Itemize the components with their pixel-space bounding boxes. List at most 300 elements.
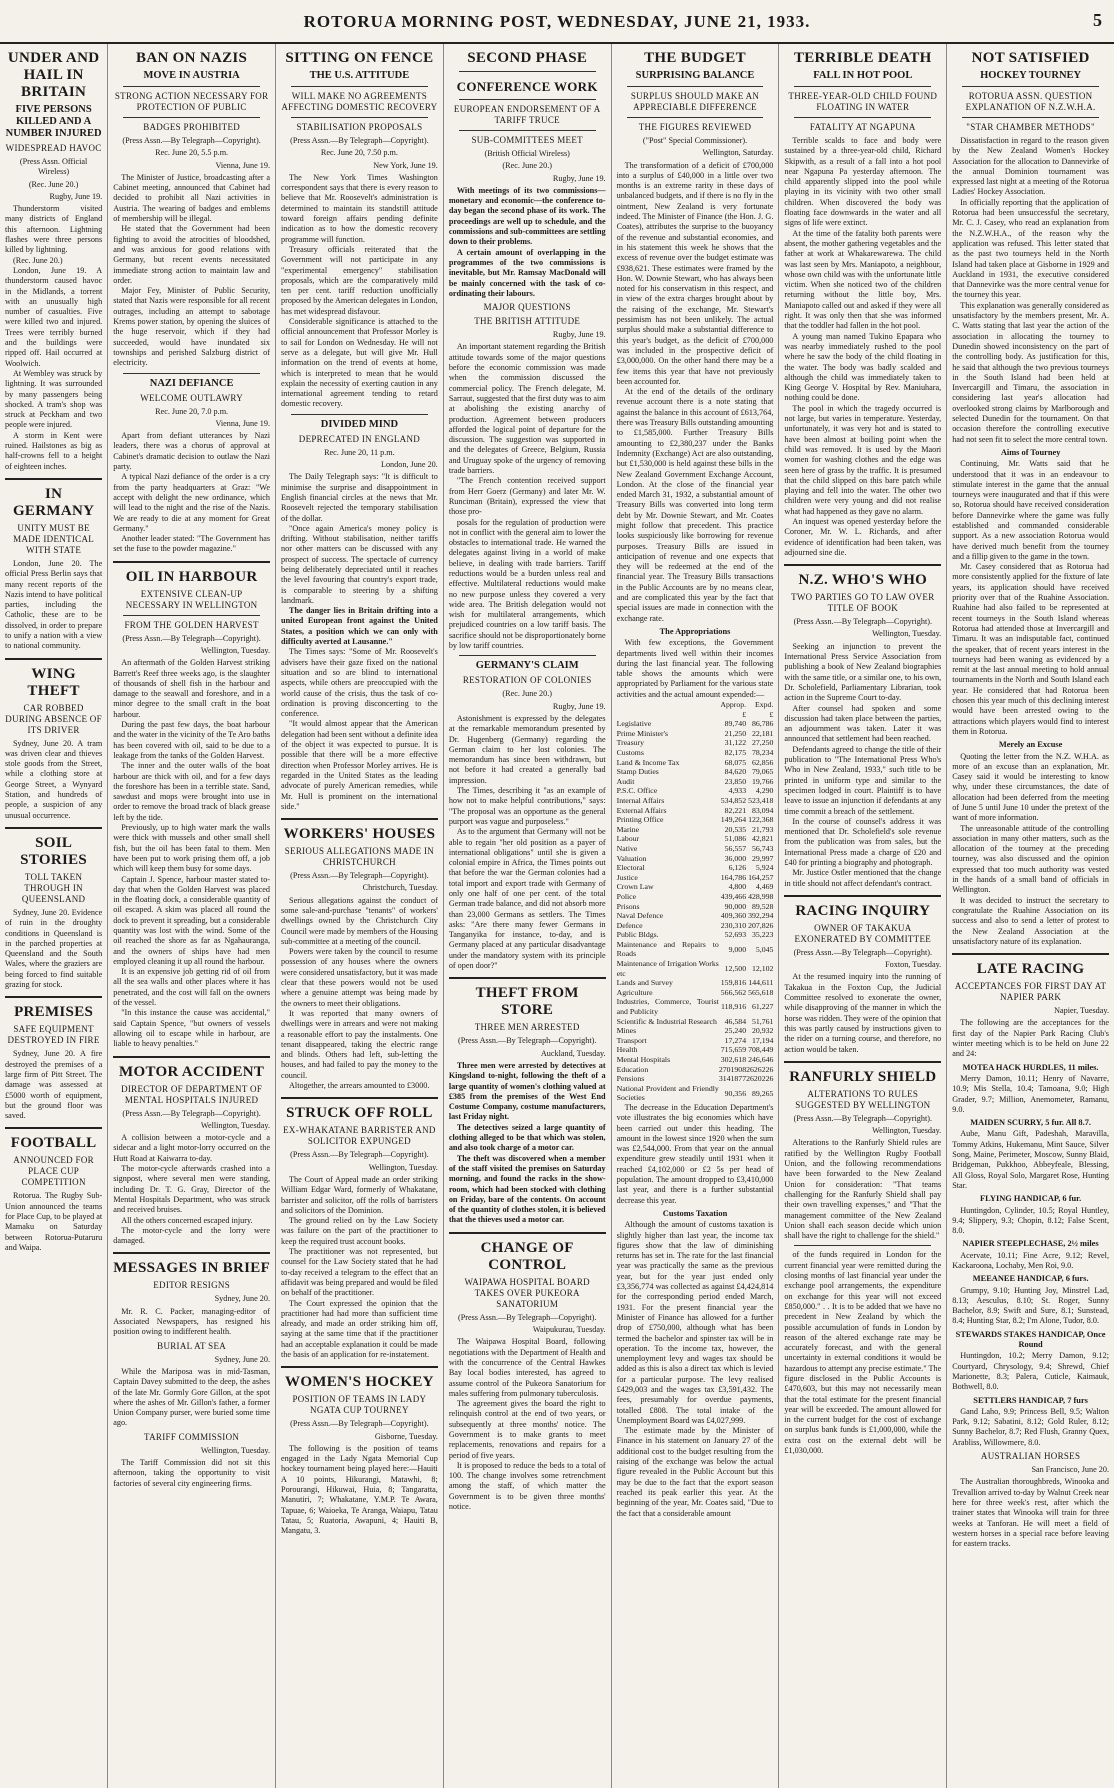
paragraph: Captain J. Spence, harbour master stated to-day that when the Golden Harvest was placed in the floating dock, a considerable quantity of oil escaped. A skim was placed all round the dock to prevent it spreading, but a considerable quantity was lost with the wind. Some of the oil reached the shore as far as Ngahauranga, and the owners of ships have had men employed cleaning it up all round the harbour. <box>113 874 271 966</box>
table-cell-item: Stamp Duties <box>616 767 659 777</box>
paragraph: An inquest was opened yesterday before the Coroner, Mr. W. L. Richards, and after evidence of identification had been taken, was adjourned sine die. <box>784 516 942 557</box>
headline: UNDER AND HAIL IN BRITAIN <box>7 50 100 100</box>
table-cell-item: Pensions <box>616 1074 645 1084</box>
table-cell-approp: 164,786 <box>720 872 747 882</box>
received-time: (Rec. June 20.) <box>502 689 552 699</box>
paragraph: Continuing, Mr. Watts said that he understood that it was in an endeavour to stimulate interest in the game that the annual tourneys were inaugurated and that if this were so, Rotorua should have received consideration before Dannevirke where the game was fully established and commanded considerable support. As a new association Rotorua would have derived much benefit from the tourney and a fillip given to the game in the town. <box>952 459 1109 561</box>
table-row <box>617 1065 774 1075</box>
headline: N.Z. WHO'S WHO <box>798 572 928 589</box>
table-cell-approp: 25,240 <box>724 1026 747 1036</box>
table-cell-item: Public Bldgs. <box>616 930 659 940</box>
table-header-expd: Expd. <box>754 700 774 710</box>
table-cell-expd: 2626226 <box>746 1064 774 1074</box>
paragraph: At the time of the fatality both parents were absent, the mother gathering vegetables and the father at work at Whakarewarewa. The child was last seen by Mrs. Maniapoto, a neighbour, whose own child was with the unfortunate little victim. When she noticed two of the children returning without the little boy, Mrs. Maniapoto called out and asked if they were all right. It was only then that she was informed that the toddler had fallen in the hot pool. <box>784 228 942 331</box>
divider <box>291 86 428 87</box>
paragraph: Powers were taken by the council to resume possession of any houses where the owners were considered unsatisfactory, but it was made clear that these powers would not be used where a genuine attempt was being made by the owners to meet their obligations. <box>281 947 438 1008</box>
subheadline: THE FIGURES REVIEWED <box>638 122 752 132</box>
wire-credit: (British Official Wireless) <box>484 149 570 158</box>
paragraph: The pool in which the tragedy occurred is not large, but varies in temperature. Yesterday, unfortunately, it was very hot and is stated to have been almost at boiling point when the child was removed. It is used by the Maori women for washing clothes and the edge was seen here of grass by the traffic. It is presumed that the child slipped on this bare patch while playing and fell into the water. The other two children were very young and did not realise what had happened as they gave no alarm. <box>784 403 942 516</box>
paragraph: The Daily Telegraph says: "It is difficult to minimise the surprise and disappointment in English financial circles at the news that Mr. Roosevelt rejected the temporary stabilisation of the dollar. <box>281 472 438 523</box>
table-cell-expd: 144,611 <box>748 978 774 988</box>
table-row <box>617 882 774 892</box>
paragraph: A collision between a motor-cycle and a sidecar and a light motor-lorry occurred on the Hutt Road at Kaiwarra to-day. <box>113 1133 271 1163</box>
table-cell-approp: 36,000 <box>724 853 747 863</box>
table-cell-approp: 20,535 <box>724 824 747 834</box>
table-cell-item: Crown Law <box>616 882 654 892</box>
table-row <box>617 1036 774 1046</box>
section-heading: The Appropriations <box>659 626 731 636</box>
headline: LATE RACING <box>976 961 1085 978</box>
table-cell-approp: 17,274 <box>724 1035 747 1045</box>
subheadline: SERIOUS ALLEGATIONS MADE IN CHRISTCHURCH <box>284 846 435 868</box>
paragraph: Serious allegations against the conduct of some sale-and-purchase "tenants" of workers' dwellings owned by the Christchurch City Council were made by members of the Housing sub-committee at a meeting of the council. <box>281 895 438 946</box>
page-number: 5 <box>1093 10 1102 30</box>
subheadline: THE BRITISH ATTITUDE <box>474 316 581 327</box>
subheadline: TWO PARTIES GO TO LAW OVER TITLE OF BOOK <box>791 592 935 614</box>
table-cell-item: Lands and Survey <box>616 978 673 988</box>
subheadline: CAR ROBBED DURING ABSENCE OF ITS DRIVER <box>5 702 102 735</box>
table-cell-approp: 159,816 <box>720 978 747 988</box>
race-entries: Huntingdon, Cylinder, 10.5; Royal Huntley, 9.4; Slippery, 9.3; Chopin, 8.12; False Scent, 8.0. <box>952 1205 1109 1236</box>
table-cell-item: Valuation <box>616 853 647 863</box>
divider <box>627 86 764 87</box>
table-cell-expd: 89,528 <box>751 901 774 911</box>
subheadline: DIVIDED MIND <box>320 418 399 430</box>
section-heading: Customs Taxation <box>662 1208 728 1218</box>
table-cell-expd: 20,932 <box>751 1026 774 1036</box>
paragraph: At the end of the details of the ordinary revenue account there is a note stating that against the balance in this account of £613,764, there was Treasury Bills outstanding amounting to £1,585,000. Further Treasury Bills amounting to £2,380,237 under the Banks Indemnity (Exchange) Act are also outstanding, but £1,530,000 is held against these bills in the New Zealand Government Exchange Account, London. At the close of the financial year ended March 31, 1932, a substantial amount of Treasury Bills was converted into long term debt by Mr. Downie Stewart, and Mr. Coates might follow that precedent. This practice looks suspiciously like borrowing for revenue purposes. Treasury Bills are issued in anticipation of revenue and one expects that they will be redeemed at the end of the financial year. The Treasury Bills transactions in the Public Accounts are by no means clear, and are complicated this year by the fact that special issues are made in connection with the exchange rate. <box>616 387 774 623</box>
paragraph: While the Mariposa was in mid-Tasman, Captain Davey submitted to the deep, the ashes of the late Mr. Gormly Gore Gillon, at the spot where the ashes of Mr. Gillon's father, a former Union Company purser, were buried some time ago. <box>113 1366 271 1428</box>
divider <box>459 71 596 72</box>
table-cell-item: Prisons <box>616 901 640 911</box>
table-row <box>617 738 774 748</box>
table-cell-item: Mines <box>616 1026 637 1036</box>
paragraph: The Times, describing it "as an example of how not to make helpful contributions," says: "The proposal was an opportune as the general purport was vague and purposeless." <box>448 786 606 826</box>
paragraph: At the resumed inquiry into the running of Takakua in the Foxton Cup, the Judicial Committee resolved to exonerate the owner, while disapproving of the manner in which the horse was ridden. They were of the opinion that this was partly caused by instructions given to the rider on a turning course, and therefore, no action would be taken. <box>784 972 942 1054</box>
subheadline: SUB-COMMITTEES MEET <box>471 135 583 145</box>
divider <box>123 86 260 87</box>
divider <box>449 977 606 979</box>
table-row <box>617 758 774 768</box>
dateline: London, June 20. <box>380 460 438 470</box>
table-cell-expd: 2620226 <box>746 1074 774 1084</box>
table-cell-approp: 439,466 <box>720 891 747 901</box>
table-cell-approp: 52,693 <box>724 930 747 940</box>
column-3 <box>276 44 444 1788</box>
paragraph: A certain amount of overlapping in the programmes of the two commissions is inevitable, but Mr. Ramsay MacDonald will be mainly concerned with the task of co-ordinating their labours. <box>448 247 606 298</box>
table-row <box>617 719 774 729</box>
paragraph: The danger lies in Britain drifting into a united European front against the United States, a position which we can only with difficulty averted at Lausanne." <box>281 606 438 647</box>
table-cell-approp: 230,310 <box>720 920 747 930</box>
divider <box>113 1056 270 1058</box>
paragraph: The theft was discovered when a member of the staff visited the premises on Saturday morning, and found the racks in the show-room, which had been stocked with clothing on Friday, bare of the contents. On account of the quantity of clothes stolen, it is believed that the thieves used a motor car. <box>448 1153 606 1225</box>
paragraph: The Times says: "Some of Mr. Roosevelt's advisers have their gaze fixed on the national situation and so are blind to international aspects, while others are preoccupied with the world cause of the crisis, thus the task of co-ordination is proving disconcerting to the conference. <box>281 647 438 719</box>
table-row <box>617 997 774 1016</box>
column-5 <box>612 44 780 1788</box>
table-cell-approp: 3141877 <box>718 1074 747 1084</box>
divider <box>784 564 941 566</box>
subheadline: FROM THE GOLDEN HARVEST <box>124 619 259 630</box>
table-cell-expd: 83,094 <box>751 805 774 815</box>
paragraph: Thunderstorm visited many districts of England this afternoon. Lightning flashes were three persons killed by lightning. <box>5 204 103 255</box>
table-cell-item: Prime Minister's <box>616 728 669 738</box>
paragraph: In the course of counsel's address it was mentioned that Dr. Scholefield's sole revenue from the publication was from sales, but the International Press made a charge of £20 and £40 for printing a biography and photograph. <box>784 816 942 867</box>
subheadline: ACCEPTANCES FOR FIRST DAY AT NAPIER PARK <box>954 981 1107 1003</box>
dateline: Sydney, June 20. <box>214 1354 271 1364</box>
divider <box>123 373 260 374</box>
paragraph: "It would almost appear that the American delegation had been sent without a definite idea of the object it was expected to pursue. It is possible that there will be a more effective direction when Professor Morley arrives. He is regarded in the United States as the leading advocate of purely American remedies, while Mr. Hull is prominent on the international side." <box>281 719 438 811</box>
table-cell-expd: 246,646 <box>748 1055 774 1064</box>
table-cell-item: Marine <box>616 824 640 834</box>
table-cell-expd: 51,761 <box>751 1016 774 1026</box>
newspaper-title: ROTORUA MORNING POST, WEDNESDAY, JUNE 21, 1933. <box>303 12 811 31</box>
subheadline: ROTORUA ASSN. QUESTION EXPLANATION OF N.Z.W.H.A. <box>965 91 1096 112</box>
divider <box>459 99 596 100</box>
subheadline: AUSTRALIAN HORSES <box>980 1451 1081 1462</box>
table-body <box>617 719 774 1103</box>
race-entries: Grumpy, 9.10; Hunting Joy, Minstrel Lad, 8.13; Aesculus, 8.10; St. Roger, Sunny Bachelor, 8.9; Swift and Sure, 8.1; Sunstead, 8.4; Hunting Star, 8.2; I'm Alone, Tudor, 8.0. <box>952 1285 1109 1326</box>
paragraph: The detectives seized a large quantity of clothing alleged to be that which was stolen, and also took charge of a motor car. <box>448 1122 606 1153</box>
dateline: Rugby, June 19. <box>552 330 606 340</box>
divider <box>952 953 1109 955</box>
subheadline: THREE MEN ARRESTED <box>474 1022 580 1033</box>
paragraph: The unreasonable attitude of the controlling association in many other matters, such as the allocation of the tourney at the preceding tourney, was also discussed and the opinion expressed that too much authority was vested in the hands of a small band of officials in Wellington. <box>952 823 1109 895</box>
paragraph: Three men were arrested by detectives at Kingsland to-night, following the theft of a large quantity of women's clothing valued at £385 from the premises of the West End Costume Company, costume manufacturers, last Friday night. <box>448 1060 606 1122</box>
headline: MESSAGES IN BRIEF <box>113 1260 271 1277</box>
race-entries: Gand Laho, 9.9; Princess Bell, 9.5; Walton Park, 9.12; Sabatini, 8.12; Gold Ruler, 8.12; Sunny Bachelor, 8.7; Red Flush, Granny Quex, Arabliss, Willowmere, 8.0. <box>952 1406 1109 1447</box>
divider <box>291 117 428 118</box>
paragraph: Sydney, June 20. Evidence of ruin in the droughty conditions in Queensland is in the parched properties at Queensland and the South Wales, where the graziers are being forced to find suitable grazing for stock. <box>5 907 103 990</box>
subheadline: BURIAL AT SEA <box>157 1340 227 1351</box>
table-cell-approp: 566,562 <box>720 987 747 997</box>
dateline: Rugby, June 19. <box>552 701 606 711</box>
table-cell-item: Land & Income Tax <box>616 757 680 767</box>
divider <box>281 818 438 820</box>
paragraph: The motor-cycle and the lorry were damaged. <box>113 1225 271 1246</box>
table-cell-expd: 12,102 <box>751 963 774 973</box>
table-cell-expd: 56,743 <box>751 843 774 853</box>
table-row <box>617 1026 774 1036</box>
headline: RANFURLY SHIELD <box>789 1068 937 1085</box>
subheadline: MAJOR QUESTIONS <box>483 302 571 313</box>
paragraph: The inner and the outer walls of the boat harbour are thick with oil, and for a few days the foreshore has been in a terrible state. Sand, sawdust and mops were brought into use in order to remove the broad track of black grease left by the tide. <box>113 761 271 822</box>
wire-credit: (Press Assn.—By Telegraph—Copyright). <box>122 136 261 145</box>
divider <box>449 1232 606 1234</box>
headline: SITTING ON FENCE <box>285 50 434 66</box>
table-cell-approp: 4,800 <box>728 882 747 892</box>
wire-credit: (Press Assn.—By Telegraph—Copyright). <box>290 136 429 145</box>
divider <box>962 86 1099 87</box>
paragraph: Another leader stated: "The Government has set the fuse to the powder magazine." <box>113 534 271 554</box>
dateline: Wellington, Tuesday. <box>872 1126 942 1136</box>
paragraph: The following are the acceptances for the first day of the Napier Park Racing Club's winter meeting which is to be held on June 22 and 24: <box>952 1018 1109 1059</box>
headline: CONFERENCE WORK <box>456 79 598 94</box>
subheadline: STABILISATION PROPOSALS <box>296 122 423 132</box>
table-unit-blank <box>617 710 719 720</box>
table-cell-item: P.S.C. Office <box>616 786 658 796</box>
subheadline: EUROPEAN ENDORSEMENT OF A TARIFF TRUCE <box>453 104 601 125</box>
table-cell-item: Agriculture <box>616 987 653 997</box>
paragraph: posals for the regulation of production were not in conflict with the general aim to lower the obstacles to international trade. He warned the delegates against living in a world of make believe, in dealing with trade barriers. Tariff reductions would be a burden unless real and effective. Multilateral reductions would make no new purpose unless they covered a very wide area. The British delegation would not wish for multilateral arrangements, which prejudiced countries on a low tariff basis. The sacrifice should not be disproportionately borne by low tariff countries. <box>448 517 606 651</box>
table-cell-approp: 82,221 <box>724 805 747 815</box>
table-row <box>617 729 774 739</box>
table-row <box>617 825 774 835</box>
table-cell-approp: 56,557 <box>724 843 747 853</box>
paragraph: All the others concerned escaped injury. <box>121 1215 253 1225</box>
headline: SECOND PHASE <box>467 50 588 66</box>
headline: OIL IN HARBOUR <box>125 568 258 585</box>
dateline: Wellington, Tuesday. <box>200 1445 271 1455</box>
subheadline: SURPRISING BALANCE <box>635 70 755 81</box>
paragraph: "Once again America's money policy is drifting. Without stabilisation, neither tariffs nor other matters can be discussed with any prospect of success. The spectacle of currency being deliberately depreciated until it reaches the level favouring that country's export trade, is comparable to steering by a shifting landmark. <box>281 523 438 605</box>
divider <box>459 655 596 656</box>
subheadline: TOLL TAKEN THROUGH IN QUEENSLAND <box>21 871 86 904</box>
table-cell-approp: 46,584 <box>724 1016 747 1026</box>
paragraph: The Australian thoroughbreds, Winooka and Trevallion arrived to-day by Walnut Creek near here for three week's rest, after which the trainer states that Winooka will train for three weeks at Tanforan. He will meet a field of western horses in a special race before leaving for eastern tracks. <box>952 1477 1109 1549</box>
table-cell-approp: 90,000 <box>724 901 747 911</box>
race-name: MOTEA HACK HURDLES, 11 miles. <box>962 1062 1099 1072</box>
dateline: Waipukurau, Tuesday. <box>532 1325 606 1335</box>
wire-credit: (Press Assn.—By Telegraph—Copyright). <box>290 1150 429 1160</box>
table-header-row <box>617 700 774 710</box>
paragraph: After counsel had spoken and some discussion had taken place between the parties, an adjournment was taken. Later it was announced that settlement had been reached. <box>784 703 942 744</box>
subheadline: SAFE EQUIPMENT DESTROYED IN FIRE <box>7 1024 100 1046</box>
table-row <box>617 902 774 912</box>
columns <box>0 44 1114 1788</box>
paragraph: He stated that the Government had been fighting to avoid the atrocities of bloodshed, and was anxious for good relations with Germany, but recent events necessitated immediate strong action to maintain law and order. <box>113 224 271 285</box>
table-cell-expd: 523,418 <box>748 795 774 805</box>
wire-credit: (Press Assn.—By Telegraph—Copyright). <box>457 1036 597 1046</box>
table-cell-expd: 21,793 <box>751 824 774 834</box>
table-cell-item: Education <box>616 1064 649 1074</box>
table-cell-expd: 428,998 <box>748 891 774 901</box>
subheadline: UNITY MUST BE MADE IDENTICAL WITH STATE <box>13 522 95 555</box>
table-cell-item: Maintenance and Repairs to Roads <box>616 939 719 959</box>
received-time: Rec. June 20, 5.5 p.m. <box>155 148 229 158</box>
column-7 <box>947 44 1114 1788</box>
divider <box>784 1061 941 1063</box>
subheadline: ANNOUNCED FOR PLACE CUP COMPETITION <box>13 1155 94 1188</box>
table-cell-approp: 534,852 <box>720 795 747 805</box>
table-cell-item: Police <box>616 891 637 901</box>
table-cell-item: External Affairs <box>616 805 667 815</box>
subheadline: HOCKEY TOURNEY <box>980 70 1082 81</box>
headline: CHANGE OF CONTROL <box>480 1239 574 1273</box>
race-entries: Huntingdon, 10.2; Merry Damon, 9.12; Courtyard, Chrysology, 9.4; Shrewd, Chief Marionette, 8.3; Palera, Cuticle, Kaimauk, Bothwell, 8.0. <box>952 1351 1109 1392</box>
table-cell-expd: 5,045 <box>755 944 774 954</box>
paragraph: Sydney, June 20. A tram was driven clear and thieves stole goods from the Street, while a clothing store at George Street, a Wynyard Station, and hundreds of people, a suspicion of any unusual occurrence. <box>5 738 103 820</box>
divider <box>5 1127 102 1129</box>
subheadline: FALL IN HOT POOL <box>813 70 913 81</box>
subheadline: THE U.S. ATTITUDE <box>309 70 410 81</box>
table-row <box>617 1074 774 1084</box>
subheadline: THREE-YEAR-OLD CHILD FOUND FLOATING IN WATER <box>788 91 938 112</box>
dateline: Gisborne, Tuesday. <box>374 1431 438 1441</box>
table-row <box>617 767 774 777</box>
divider <box>962 117 1099 118</box>
table-cell-expd: 89,265 <box>751 1088 774 1098</box>
table-row <box>617 911 774 921</box>
divider <box>123 117 260 118</box>
received-time: (Rec. June 20.) <box>502 161 552 171</box>
subheadline: WILL MAKE NO AGREEMENTS AFFECTING DOMESTIC RECOVERY <box>281 91 438 112</box>
table-row <box>617 863 774 873</box>
subheadline: BADGES PROHIBITED <box>143 122 241 132</box>
paragraph: Major Fey, Minister of Public Security, stated that Nazis were responsible for all recent outrages, including an attempt to sabotage Krems power station, by opening the sluices of the huge reservoir, which if they had succeeded, would have inundated six townships and perished Salzburg district of electricity. <box>113 286 271 368</box>
race-name: FLYING HANDICAP, 6 fur. <box>979 1194 1082 1204</box>
divider <box>5 478 102 480</box>
table-cell-expd: 62,856 <box>751 757 774 767</box>
paragraph: The motor-cycle afterwards crashed into a signpost, where several men were standing, including Dr. T. G. Gray, Director of the Mental Hospitals Department, who was struck and received bruises. <box>113 1164 271 1215</box>
dateline: Vienna, June 19. <box>215 418 271 428</box>
wire-credit: ("Post" Special Commissioner). <box>642 136 748 145</box>
table-cell-item: Maintenance of Irrigation Works etc <box>616 959 719 978</box>
received-time: Rec. June 20, 7.0 p.m. <box>155 406 229 416</box>
headline: WORKERS' HOUSES <box>283 826 436 843</box>
paragraph: "The French contention received support from Herr Goerz (Germany) and later Mr. W. Runciman (Britain), expressed the view that those pro- <box>448 476 606 517</box>
dateline: Auckland, Tuesday. <box>540 1048 606 1058</box>
subheadline: WAIPAWA HOSPITAL BOARD TAKES OVER PUKEORA SANATORIUM <box>464 1276 590 1309</box>
subheadline: SURPLUS SHOULD MAKE AN APPRECIABLE DIFFERENCE <box>630 91 760 112</box>
table-cell-item: Treasury <box>616 738 645 748</box>
subheadline: WELCOME OUTLAWRY <box>140 392 244 403</box>
race-entries: Acervate, 10.11; Fine Acre, 9.12; Revel, Kackaroona, Lochaby, Men Roi, 9.0. <box>952 1250 1109 1270</box>
table-row <box>617 796 774 806</box>
paragraph: A storm in Kent were ruined. Hailstones as big as half-crowns fell to a height of eighteen inches. <box>5 430 103 471</box>
subheadline: DEPRECATED IN ENGLAND <box>298 433 421 444</box>
table-row <box>617 988 774 998</box>
paragraph: It is an expensive job getting rid of oil from all the sea walls and other places where it has penetrated, and the cost will fall on the owners of the vessel. <box>113 967 271 1008</box>
table-cell-approp: 89,740 <box>724 719 747 729</box>
paragraph: Sydney, June 20. A fire destroyed the premises of a large firm of Pitt Street. The damage was assessed at £5000 worth of equipment, but the ground floor was saved. <box>5 1049 103 1121</box>
headline: THEFT FROM STORE <box>475 985 579 1019</box>
table-cell-item: Labour <box>616 834 640 844</box>
headline: IN GERMANY <box>12 485 95 519</box>
table-unit-row <box>617 710 774 720</box>
wire-credit: (Press Assn.—By Telegraph—Copyright). <box>290 871 429 881</box>
subheadline: GERMANY'S CLAIM <box>475 660 579 672</box>
table-unit: £ <box>742 709 747 719</box>
subheadline: FATALITY AT NGAPUNA <box>809 122 916 132</box>
column-1 <box>0 44 108 1788</box>
divider <box>5 658 102 660</box>
table-cell-item: Printing Office <box>616 815 664 825</box>
table-row <box>617 892 774 902</box>
table-cell-item: Audit <box>616 776 635 786</box>
table-cell-approp: 84,620 <box>724 767 747 777</box>
table-cell-approp: 21,250 <box>724 728 747 738</box>
section-heading: Aims of Tourney <box>1000 447 1061 457</box>
table-cell-item: Defence <box>616 920 643 930</box>
table-cell-expd: 708,449 <box>748 1045 774 1055</box>
paragraph: With meetings of its two commissions—monetary and economic—the conference to-day began the second phase of its work. The proceedings are well up to schedule, and the commissions and sub-committees are settling down to their problems. <box>448 185 606 247</box>
headline: THE BUDGET <box>644 50 746 66</box>
paragraph: During the past few days, the boat harbour and the water in the vicinity of the Te Aro baths has been covered with oil, said to be due to a leakage from the tanks of the Golden Harvest. <box>113 720 271 760</box>
table-cell-expd: 565,618 <box>748 987 774 997</box>
table-row <box>617 786 774 796</box>
divider <box>5 827 102 829</box>
table-row <box>617 1017 774 1027</box>
table-cell-item: Internal Affairs <box>616 795 665 805</box>
paragraph: Mr. R. C. Packer, managing-editor of Associated Newspapers, has resigned his position owing to indifferent health. <box>113 1306 271 1337</box>
dateline: Wellington, Tuesday. <box>368 1162 438 1172</box>
column-6 <box>779 44 947 1788</box>
paragraph: The practitioner was not represented, but counsel for the Law Society stated that he had to-day received a telegram to the effect that an affidavit was being prepared and would be filed on behalf of the practitioner. <box>281 1247 438 1298</box>
column-4 <box>444 44 612 1788</box>
wire-credit: (Press Assn.—By Telegraph—Copyright). <box>290 1419 429 1429</box>
table-cell-expd: 78,234 <box>751 748 774 757</box>
dateline: Wellington, Tuesday. <box>200 1120 271 1130</box>
subheadline: ALTERATIONS TO RULES SUGGESTED BY WELLINGTON <box>795 1088 931 1110</box>
table-cell-item: Customs <box>616 748 644 757</box>
race-name: MAIDEN SCURRY, 5 fur. All 8.7. <box>970 1118 1091 1128</box>
divider <box>5 996 102 998</box>
race-name: SETTLERS HANDICAP, 7 furs <box>973 1395 1088 1405</box>
wire-credit: (Press Assn. Official Wireless) <box>19 157 88 177</box>
paragraph: Seeking an injunction to prevent the International Press Service Association from publishing a book of New Zealand biographies with the same title, or a similar one, to his own, Dr. Scholefield, Parliamentary Librarian, took action in the Supreme Court to-day. <box>784 641 942 703</box>
paragraph: The transformation of a deficit of £700,000 into a surplus of £40,000 in a little over two months is an extreme rarity in these days of unbalanced budgets, and if there is no fly in the ointment, New Zealand is very fortunate indeed. The Minister of Finance (the Hon. J. G. Coates), attributes the surprise to the buoyancy of the revenue and substantial economies, and in his statement this week he shows that the excess of revenue over the budget estimate was £938,621. These estimates were framed by the Hon. W. Downie Stewart, who has always been noted for his conservatism in this respect, and in view of the extra charges brought about by the raising of the exchange, Mr. Stewart's pessimism has not been unlikely. The actual surplus should make a substantial difference to this year's budget, as the deficit of £700,000 was included in the prospective deficit of £3,000,000. On the other hand there may be a few items this year that have not previously been accounted for. <box>616 160 774 386</box>
table-cell-expd: 17,194 <box>751 1035 774 1045</box>
table-cell-expd: 22,181 <box>751 728 774 738</box>
paragraph: With few exceptions, the Government departments lived well within their incomes during the last financial year. The following table shows the amounts which were appropriated by Parliament for the various state activities and the actual amount expended:— <box>616 638 774 699</box>
table-cell-item: Mental Hospitals <box>616 1055 671 1064</box>
table-header-approp: Approp. <box>720 700 747 710</box>
table-row <box>617 921 774 931</box>
table-cell-approp: 9,000 <box>728 944 747 954</box>
table-row <box>617 748 774 758</box>
headline: WOMEN'S HOCKEY <box>285 1374 434 1391</box>
table-row <box>617 854 774 864</box>
paragraph: The ground relied on by the Law Society was failure on the part of the practitioner to keep the required trust account books. <box>281 1216 438 1246</box>
table-cell-item: Scientific & Industrial Research <box>616 1016 717 1026</box>
paragraph: As to the argument that Germany will not be able to regain "her old position as a payer of international obligations" until she is given a colonial empire in Africa, the Times points out that before the war the German colonies had a total import and export trade with Germany of only one half of one per cent. of the total German trade balance, and did not absorb more than 23,000 Germans as settlers. The Times asks: "Are there many fewer Germans in Tanganyika for instance, to-day, and is Germany placed at any particular disadvantage under the mandatory system with its principle of open door?" <box>448 827 606 971</box>
paragraph: "In this instance the cause was accidental," said Captain Spence, "but owners of vessels allowing oil to escape while in harbour, are liable to heavy penalties." <box>113 1008 271 1049</box>
subheadline: OWNER OF TAKAKUA EXONERATED BY COMMITTEE <box>794 922 932 944</box>
wire-credit: (Press Assn.—By Telegraph—Copyright). <box>122 633 261 643</box>
table-unit: £ <box>769 709 774 719</box>
headline: BAN ON NAZIS <box>136 50 248 66</box>
divider <box>281 1366 438 1368</box>
paragraph: Defendants agreed to change the title of their publication to "The International Press Who's Who in New Zealand, 1933," such title to be printed in uniform type and similar to the specimen lodged in court. Plaintiff is to have leave to issue an injunction if defendants at any time commit a breach of the settlement. <box>784 744 942 816</box>
subheadline: STRONG ACTION NECESSARY FOR PROTECTION OF PUBLIC <box>114 91 269 112</box>
table-cell-item: Naval Defence <box>616 911 664 921</box>
dateline: Wellington, Tuesday. <box>872 629 942 639</box>
paragraph: Altogether, the arrears amounted to £3000. <box>289 1081 430 1091</box>
table-cell-item: Health <box>616 1045 638 1055</box>
table-cell-approp: 715,659 <box>720 1045 747 1055</box>
wire-credit: (Press Assn.—By Telegraph—Copyright). <box>457 1312 597 1322</box>
table-cell-approp: 82,175 <box>724 748 747 757</box>
divider <box>291 414 428 415</box>
table-cell-approp: 51,086 <box>724 834 747 844</box>
paragraph: In officially reporting that the application of Rotorua had been unsuccessful the secretary, Mr. C. J. Casey, who read an explanation from the N.Z.W.H.A., of the reason why the application was refused. This letter stated that as the past two tourneys held in the North Island had taken place at Gisborne in 1929 and Auckland in 1931, the executive considered that Dannevirke was the more central venue for the tourney this year. <box>952 197 1109 300</box>
paragraph: A typical Nazi defiance of the order is a cry from the party headquarters at Graz: "We accept with delight the new ordinance, which will lead to the night and the rise of the Nazis. We are ready to die at any moment for Great Germany." <box>113 472 271 533</box>
paragraph: The Minister of Justice, broadcasting after a Cabinet meeting, announced that Cabinet had decided to prohibit all Nazi activities in Austria. The wearing of badges and emblems of membership will be illegal. <box>113 172 271 224</box>
wire-credit: (Press Assn.—By Telegraph—Copyright). <box>793 947 933 957</box>
wire-credit: (Press Assn.—By Telegraph—Copyright). <box>122 1108 261 1118</box>
table-row <box>617 940 774 959</box>
divider <box>459 130 596 131</box>
paragraph: It was decided to instruct the secretary to congratulate the Ruahine Association on its success and also to send a letter of protest to the New Zealand Association at the unsatisfactory nature of its explanation. <box>952 895 1109 946</box>
subheadline: RESTORATION OF COLONIES <box>462 675 592 686</box>
race-name: NAPIER STEEPLECHASE, 2½ miles <box>962 1239 1099 1249</box>
paragraph: This explanation was generally considered as unsatisfactory by the members present, Mr. A. C. Watts stating that last year the action of the association in allocating the tourney to Dunedin showed inconsistency on the part of the controlling body. As justification for this, he said that although the two previous tourneys in the South Island had been held at Invercargill and Timaru, the association in considering last year's allocation had overlooked strong claims by Marlborough and selected Dunedin for the tournament. On that occasion therefore the controlling executive had not seen fit to select the more central town. <box>952 300 1109 444</box>
paragraph: The decrease in the Education Department's vote illustrates the big economies which have been carried out under this heading. The amount in the lowest since 1920 when the sum was £2,544,000. From that year on the annual expenditure grew steadily until 1931 when it reached £4,102,000 or £2 5s per head of population. The amount dropped to £3,410,000 last year, and there is a further substantial decrease this year. <box>616 1102 774 1205</box>
table-cell-item: Native <box>616 843 638 853</box>
table-cell-expd: 29,997 <box>751 853 774 863</box>
paragraph: Apart from defiant utterances by Nazi leaders, there was a chorus of approval at Cabinet's dramatic decision to outlaw the Nazi party. <box>113 431 271 472</box>
table-row <box>617 930 774 940</box>
